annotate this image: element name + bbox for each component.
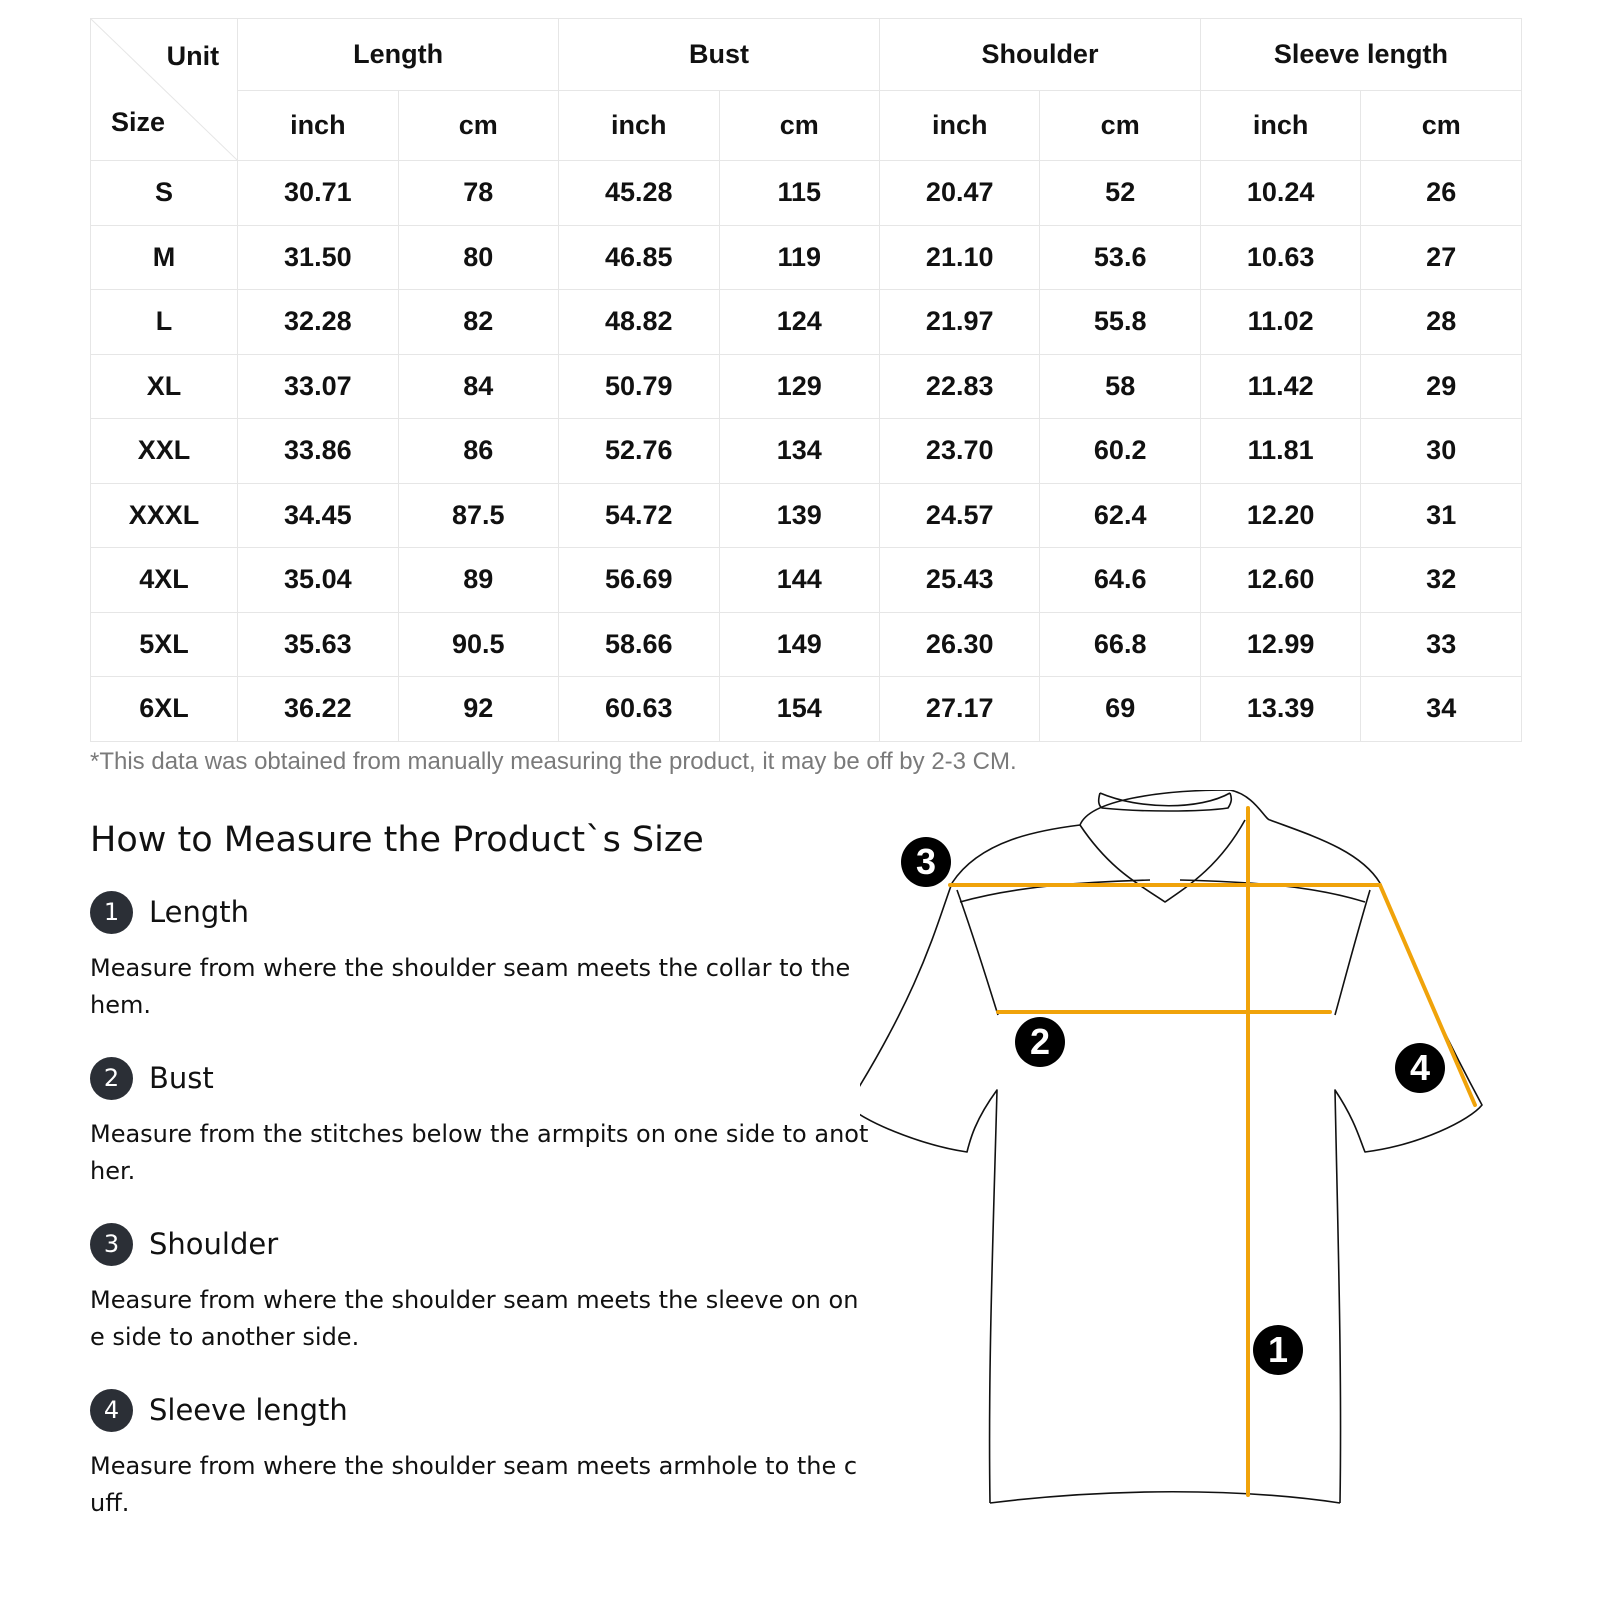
value-cell: 10.24 xyxy=(1200,161,1360,226)
size-cell: XL xyxy=(91,354,238,419)
value-cell: 12.99 xyxy=(1200,612,1360,677)
value-cell: 55.8 xyxy=(1040,290,1200,355)
value-cell: 10.63 xyxy=(1200,225,1360,290)
size-cell: M xyxy=(91,225,238,290)
value-cell: 54.72 xyxy=(559,483,719,548)
measure-lines xyxy=(950,808,1475,1495)
step-description: Measure from where the shoulder seam meets armhole to the cuff. xyxy=(90,1452,858,1517)
value-cell: 80 xyxy=(398,225,558,290)
table-row xyxy=(91,354,1522,419)
step-header xyxy=(90,1056,870,1100)
table-row xyxy=(91,548,1522,613)
value-cell: 52 xyxy=(1040,161,1200,226)
value-cell: 92 xyxy=(398,677,558,742)
value-cell: 26.30 xyxy=(879,612,1039,677)
marker-3 xyxy=(901,837,951,887)
value-cell: 35.04 xyxy=(238,548,398,613)
value-cell: 34.45 xyxy=(238,483,398,548)
step-number-badge: 1 xyxy=(90,891,133,934)
value-cell: 64.6 xyxy=(1040,548,1200,613)
value-cell: 90.5 xyxy=(398,612,558,677)
value-cell: 12.20 xyxy=(1200,483,1360,548)
value-cell: 53.6 xyxy=(1040,225,1200,290)
value-cell: 78 xyxy=(398,161,558,226)
value-cell: 32.28 xyxy=(238,290,398,355)
value-cell: 129 xyxy=(719,354,879,419)
corner-cell xyxy=(91,19,238,161)
value-cell: 13.39 xyxy=(1200,677,1360,742)
step-name: Sleeve length xyxy=(149,1393,348,1427)
marker-4 xyxy=(1395,1043,1445,1093)
unit-header-cm: cm xyxy=(1361,91,1522,161)
value-cell: 66.8 xyxy=(1040,612,1200,677)
value-cell: 60.63 xyxy=(559,677,719,742)
value-cell: 139 xyxy=(719,483,879,548)
marker-1-label: 1 xyxy=(1267,1329,1289,1370)
unit-header-inch: inch xyxy=(238,91,398,161)
value-cell: 21.10 xyxy=(879,225,1039,290)
table-row xyxy=(91,161,1522,226)
marker-2-label: 2 xyxy=(1029,1021,1051,1062)
guide-step-bust xyxy=(90,1056,870,1190)
unit-header-inch: inch xyxy=(1200,91,1360,161)
table-row xyxy=(91,677,1522,742)
measurement-note: *This data was obtained from manually measuring the product, it may be off by 2-3 CM. xyxy=(90,748,1017,775)
step-description: Measure from the stitches below the armpits on one side to another. xyxy=(90,1120,869,1185)
step-header xyxy=(90,1388,870,1432)
marker-3-label: 3 xyxy=(915,841,937,882)
value-cell: 31.50 xyxy=(238,225,398,290)
value-cell: 149 xyxy=(719,612,879,677)
unit-header-cm: cm xyxy=(719,91,879,161)
value-cell: 60.2 xyxy=(1040,419,1200,484)
step-number-badge: 2 xyxy=(90,1057,133,1100)
value-cell: 45.28 xyxy=(559,161,719,226)
group-header-sleeve-length: Sleeve length xyxy=(1200,19,1521,91)
value-cell: 34 xyxy=(1361,677,1522,742)
value-cell: 84 xyxy=(398,354,558,419)
unit-header-inch: inch xyxy=(559,91,719,161)
step-header xyxy=(90,890,870,934)
value-cell: 32 xyxy=(1361,548,1522,613)
guide-step-sleeve-length xyxy=(90,1388,870,1522)
value-cell: 25.43 xyxy=(879,548,1039,613)
value-cell: 58 xyxy=(1040,354,1200,419)
value-cell: 22.83 xyxy=(879,354,1039,419)
measure-guide xyxy=(90,820,870,1554)
group-header-shoulder: Shoulder xyxy=(879,19,1200,91)
value-cell: 69 xyxy=(1040,677,1200,742)
value-cell: 82 xyxy=(398,290,558,355)
step-description: Measure from where the shoulder seam meets the collar to the hem. xyxy=(90,954,851,1019)
value-cell: 50.79 xyxy=(559,354,719,419)
value-cell: 24.57 xyxy=(879,483,1039,548)
value-cell: 33 xyxy=(1361,612,1522,677)
marker-4-label: 4 xyxy=(1409,1047,1431,1088)
size-cell: 4XL xyxy=(91,548,238,613)
size-cell: L xyxy=(91,290,238,355)
value-cell: 23.70 xyxy=(879,419,1039,484)
unit-header-cm: cm xyxy=(398,91,558,161)
step-description: Measure from where the shoulder seam meets the sleeve on one side to another side. xyxy=(90,1286,859,1351)
step-number-badge: 4 xyxy=(90,1389,133,1432)
value-cell: 12.60 xyxy=(1200,548,1360,613)
value-cell: 119 xyxy=(719,225,879,290)
marker-2 xyxy=(1015,1017,1065,1067)
value-cell: 21.97 xyxy=(879,290,1039,355)
size-cell: XXXL xyxy=(91,483,238,548)
size-cell: 5XL xyxy=(91,612,238,677)
value-cell: 30.71 xyxy=(238,161,398,226)
value-cell: 115 xyxy=(719,161,879,226)
value-cell: 35.63 xyxy=(238,612,398,677)
value-cell: 124 xyxy=(719,290,879,355)
value-cell: 144 xyxy=(719,548,879,613)
value-cell: 52.76 xyxy=(559,419,719,484)
value-cell: 27 xyxy=(1361,225,1522,290)
table-row xyxy=(91,612,1522,677)
table-row xyxy=(91,419,1522,484)
value-cell: 28 xyxy=(1361,290,1522,355)
step-name: Bust xyxy=(149,1061,214,1095)
size-cell: S xyxy=(91,161,238,226)
guide-step-length xyxy=(90,890,870,1024)
value-cell: 33.07 xyxy=(238,354,398,419)
value-cell: 11.81 xyxy=(1200,419,1360,484)
value-cell: 86 xyxy=(398,419,558,484)
value-cell: 56.69 xyxy=(559,548,719,613)
size-cell: 6XL xyxy=(91,677,238,742)
unit-header-cm: cm xyxy=(1040,91,1200,161)
shirt-diagram xyxy=(860,790,1530,1550)
value-cell: 154 xyxy=(719,677,879,742)
unit-header-inch: inch xyxy=(879,91,1039,161)
shirt-outline xyxy=(860,790,1482,1503)
step-header xyxy=(90,1222,870,1266)
step-number-badge: 3 xyxy=(90,1223,133,1266)
value-cell: 30 xyxy=(1361,419,1522,484)
value-cell: 11.02 xyxy=(1200,290,1360,355)
value-cell: 134 xyxy=(719,419,879,484)
table-row xyxy=(91,290,1522,355)
value-cell: 20.47 xyxy=(879,161,1039,226)
value-cell: 87.5 xyxy=(398,483,558,548)
group-header-bust: Bust xyxy=(559,19,880,91)
value-cell: 36.22 xyxy=(238,677,398,742)
table-row xyxy=(91,225,1522,290)
value-cell: 46.85 xyxy=(559,225,719,290)
step-name: Shoulder xyxy=(149,1227,279,1261)
value-cell: 11.42 xyxy=(1200,354,1360,419)
value-cell: 27.17 xyxy=(879,677,1039,742)
value-cell: 26 xyxy=(1361,161,1522,226)
value-cell: 33.86 xyxy=(238,419,398,484)
guide-title: How to Measure the Product`s Size xyxy=(90,820,704,860)
table-row xyxy=(91,483,1522,548)
value-cell: 31 xyxy=(1361,483,1522,548)
value-cell: 89 xyxy=(398,548,558,613)
value-cell: 48.82 xyxy=(559,290,719,355)
marker-1 xyxy=(1253,1325,1303,1375)
corner-size-label: Size xyxy=(111,107,166,137)
value-cell: 58.66 xyxy=(559,612,719,677)
guide-step-shoulder xyxy=(90,1222,870,1356)
corner-unit-label: Unit xyxy=(166,41,220,71)
step-name: Length xyxy=(149,895,250,929)
value-cell: 29 xyxy=(1361,354,1522,419)
size-cell: XXL xyxy=(91,419,238,484)
group-header-length: Length xyxy=(238,19,559,91)
size-chart-table xyxy=(90,18,1522,742)
value-cell: 62.4 xyxy=(1040,483,1200,548)
